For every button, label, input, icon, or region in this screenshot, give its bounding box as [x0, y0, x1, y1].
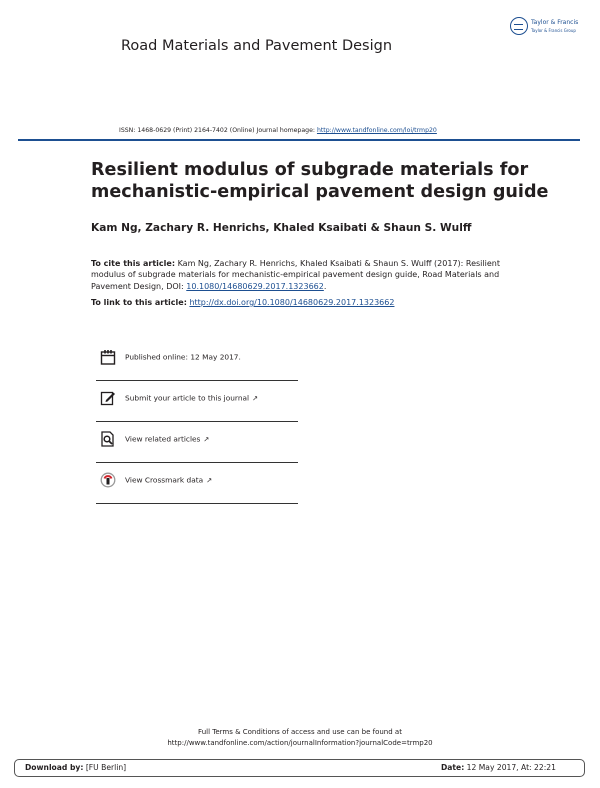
download-info-bar: [14, 759, 585, 777]
external-link-icon: ↗: [203, 435, 210, 444]
terms-url[interactable]: http://www.tandfonline.com/action/journalInformation?journalCode=trmp20: [167, 739, 433, 747]
terms-text: Full Terms & Conditions of access and use can be found at: [198, 728, 402, 736]
crossmark-link[interactable]: [125, 476, 212, 485]
download-date-value: 12 May 2017, At: 22:21: [466, 763, 556, 772]
download-date-label: Date:: [441, 763, 465, 772]
search-document-icon: [100, 431, 116, 447]
journal-name: Road Materials and Pavement Design: [121, 38, 393, 54]
downloaded-by: [25, 763, 126, 772]
article-authors: Kam Ng, Zachary R. Henrichs, Khaled Ksaibati & Shaun S. Wulff: [91, 222, 472, 234]
citation-label: To cite this article:: [91, 259, 176, 268]
external-link-icon: ↗: [206, 476, 213, 485]
citation-period: .: [323, 281, 327, 291]
citation-doi-link[interactable]: 10.1080/14680629.2017.1323662: [186, 281, 324, 291]
related-articles-link[interactable]: [125, 435, 209, 444]
link-to-article: [91, 298, 394, 307]
crossmark-row[interactable]: [96, 461, 298, 499]
related-articles-text: View related articles: [125, 434, 201, 444]
published-online-row: [96, 338, 298, 376]
header-divider: [18, 139, 580, 141]
downloaded-by-label: Download by:: [25, 763, 84, 772]
citation-block: [91, 258, 511, 292]
submit-article-row[interactable]: [96, 379, 298, 417]
publisher-logo-icon: [510, 17, 528, 35]
crossmark-icon: [100, 472, 116, 488]
downloaded-by-value: [FU Berlin]: [85, 763, 127, 772]
calendar-icon: [100, 349, 116, 365]
related-articles-row[interactable]: [96, 420, 298, 458]
submit-article-link[interactable]: [125, 394, 258, 403]
issn-text: ISSN: 1468-0629 (Print) 2164-7402 (Online) Journal homepage:: [119, 127, 315, 134]
edit-icon: [100, 390, 116, 406]
crossmark-text: View Crossmark data: [125, 475, 204, 485]
publisher-name: Taylor & Francis: [531, 19, 579, 26]
article-doi-link[interactable]: http://dx.doi.org/10.1080/14680629.2017.1323662: [189, 298, 395, 307]
issn-line: [119, 127, 437, 134]
terms-footer: [100, 727, 500, 749]
link-to-article-label: To link to this article:: [91, 298, 187, 307]
info-divider: [96, 503, 298, 504]
publisher-logo: [510, 16, 590, 38]
article-title: Resilient modulus of subgrade materials for mechanistic-empirical pavement design guide: [91, 160, 549, 202]
download-date: [441, 763, 556, 772]
publisher-subtitle: Taylor & Francis Group: [531, 28, 576, 33]
journal-homepage-link[interactable]: http://www.tandfonline.com/loi/trmp20: [316, 127, 437, 134]
external-link-icon: ↗: [252, 394, 258, 403]
submit-article-text: Submit your article to this journal: [125, 393, 250, 403]
published-online-text: Published online: 12 May 2017.: [125, 352, 241, 362]
citation-text: Kam Ng, Zachary R. Henrichs, Khaled Ksaibati & Shaun S. Wulff (2017): Resilient modulus of subgrade materials for mechanistic-empirical pavement design guide, Road Materials and Pavement Design, DOI:: [91, 259, 500, 291]
